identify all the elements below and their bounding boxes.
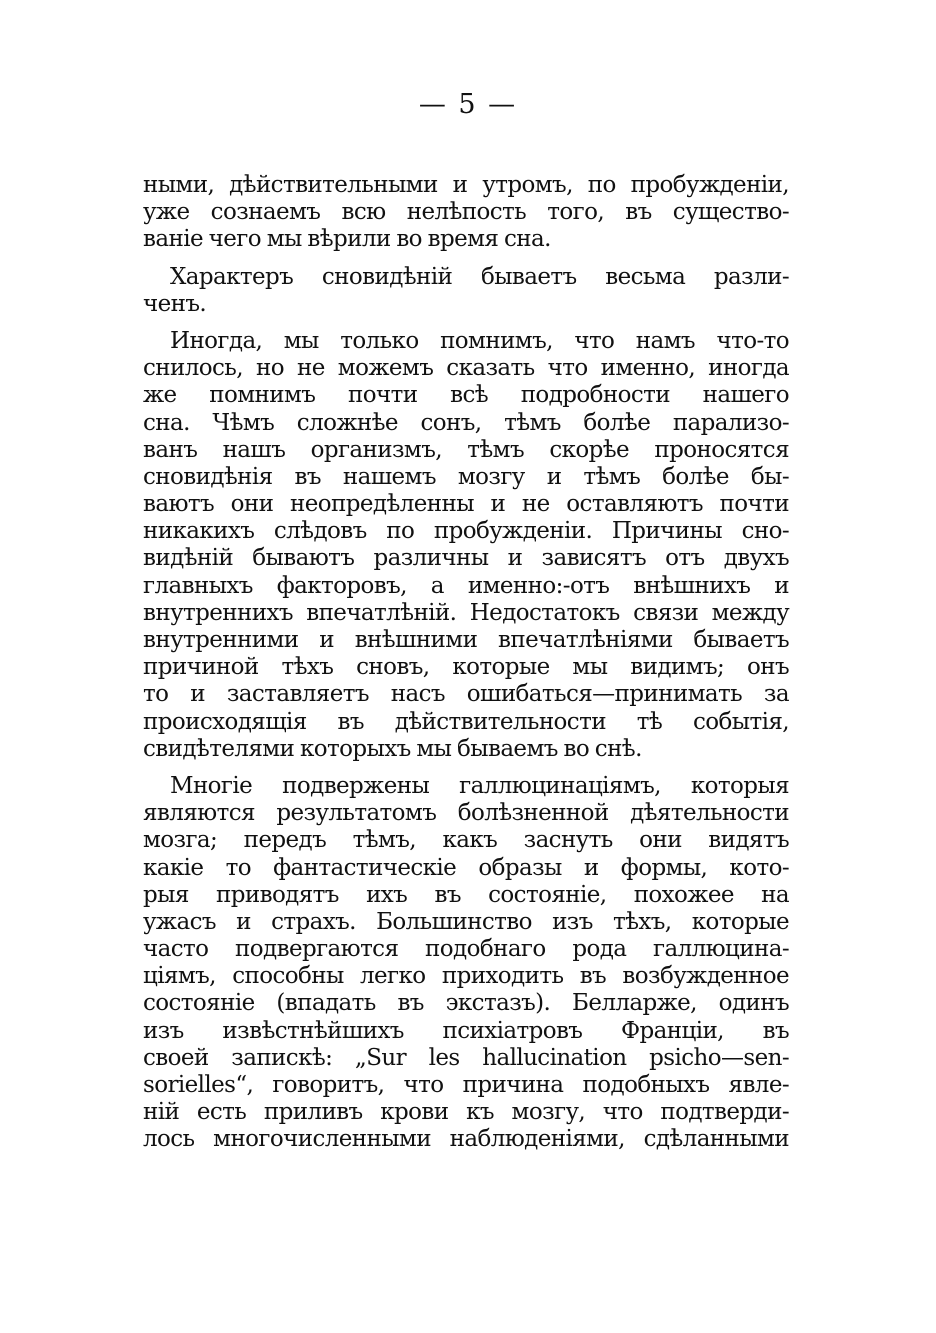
text-line: же помнимъ почти всѣ подробности нашего	[143, 382, 789, 409]
text-line: Многіе подвержены галлюцинаціямъ, которыя	[170, 772, 789, 799]
text-line: ваютъ они неопредѣленны и не оставляютъ почти	[143, 491, 789, 518]
text-line: изъ извѣстнѣйшихъ психіатровъ Франціи, въ	[143, 1017, 789, 1044]
text-line: видѣній бываютъ различны и зависятъ отъ двухъ	[143, 545, 789, 572]
text-line: являются результатомъ болѣзненной дѣятельности	[143, 800, 789, 827]
paragraph	[143, 328, 789, 763]
text-line: уже сознаемъ всю нелѣпость того, въ существо-	[143, 199, 789, 226]
text-line: никакихъ слѣдовъ по пробужденіи. Причины сно-	[143, 518, 789, 545]
text-line: Характеръ сновидѣній бываетъ весьма разли-	[170, 263, 789, 290]
text-line: ными, дѣйствительными и утромъ, по пробужденіи,	[143, 172, 789, 198]
text-line: то и заставляетъ насъ ошибаться—принимать за	[143, 681, 789, 708]
text-line: часто подвергаются подобнаго рода галлюцина-	[143, 936, 789, 963]
text-line: свидѣтелями которыхъ мы бываемъ во снѣ.	[143, 735, 642, 762]
body-text	[143, 172, 789, 1154]
paragraph	[143, 264, 789, 318]
paragraph	[143, 172, 789, 254]
text-line: ужасъ и страхъ. Большинство изъ тѣхъ, которые	[143, 908, 789, 935]
text-line: причиной тѣхъ сновъ, которые мы видимъ; онъ	[143, 654, 789, 681]
text-line: снилось, но не можемъ сказать что именно, иногда	[143, 355, 789, 382]
text-line: лось многочисленными наблюденіями, сдѣланными	[143, 1126, 789, 1153]
text-line: ній есть приливъ крови къ мозгу, что подтверди-	[143, 1099, 789, 1126]
text-line: sorielles“, говоритъ, что причина подобныхъ явле-	[143, 1072, 789, 1098]
text-line: Иногда, мы только помнимъ, что намъ что-то	[170, 327, 789, 354]
text-line: ванъ нашъ организмъ, тѣмъ скорѣе проносятся	[143, 436, 789, 463]
text-line: ченъ.	[143, 290, 207, 317]
text-line: внутреннихъ впечатлѣній. Недостатокъ связи между	[143, 599, 789, 626]
text-line: рыя приводятъ ихъ въ состояніе, похожее на	[143, 881, 789, 908]
text-line: своей запискѣ: „Sur les hallucination psicho—sen-	[143, 1044, 789, 1071]
text-line: мозга; передъ тѣмъ, какъ заснуть они видятъ	[143, 827, 789, 854]
text-line: состояніе (впадать въ экстазъ). Белларже, одинъ	[143, 990, 789, 1017]
text-line: какіе то фантастическіе образы и формы, кото-	[143, 854, 789, 881]
text-line: внутренними и внѣшними впечатлѣніями бываетъ	[143, 627, 789, 653]
text-line: главныхъ факторовъ, а именно:-отъ внѣшнихъ и	[143, 572, 789, 599]
text-line: сна. Чѣмъ сложнѣе сонъ, тѣмъ болѣе парализо-	[143, 409, 789, 436]
text-line: ціямъ, способны легко приходить въ возбужденное	[143, 963, 789, 990]
page-number: — 5 —	[418, 89, 518, 120]
text-line: сновидѣнія въ нашемъ мозгу и тѣмъ болѣе бы-	[143, 463, 789, 490]
paragraph	[143, 773, 789, 1154]
text-line: ваніе чего мы вѣрили во время сна.	[143, 226, 551, 253]
text-line: происходящія въ дѣйствительности тѣ событія,	[143, 708, 789, 735]
